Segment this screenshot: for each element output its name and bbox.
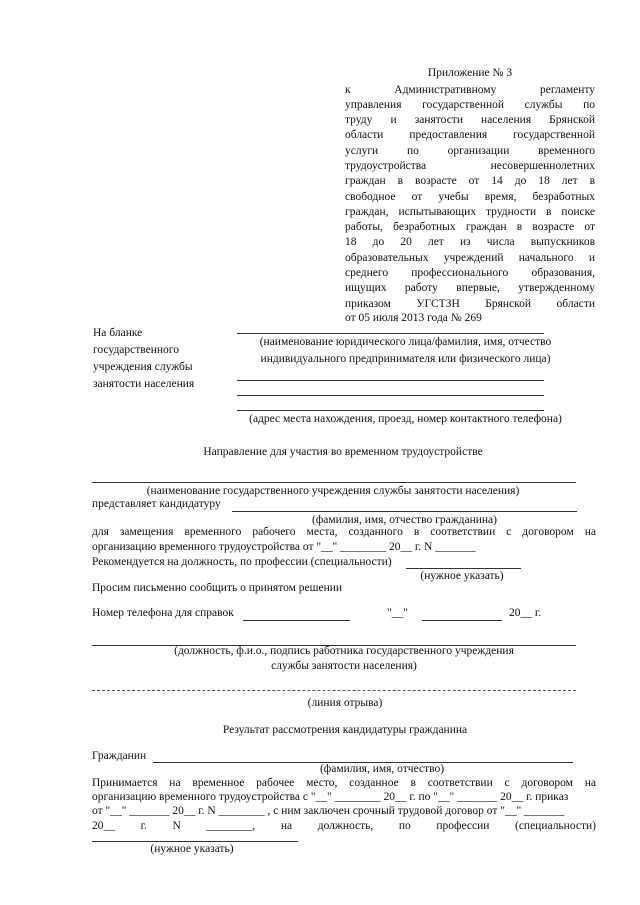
appendix-line: 18 до 20 лет из числа выпускников	[345, 236, 595, 249]
result-para-line-1: Принимается на временное рабочее место, созданное в соответствии с договором на	[92, 777, 596, 789]
referral-para-line-1: для замещения временного рабочего места, созданного в соответствии с договором на	[92, 526, 596, 538]
blank-note-line: занятости населения	[93, 378, 195, 390]
presents-label: представляет кандидатуру	[92, 498, 221, 510]
appendix-title: Приложение № 3	[427, 67, 513, 79]
profession-line[interactable]	[406, 568, 521, 569]
phone-line[interactable]	[243, 620, 350, 621]
appendix-line: среднего профессионального образования,	[345, 267, 595, 280]
referral-para-line-2: организацию временного трудоустройства от "__" ________ 20__ г. N _______	[92, 541, 476, 553]
appendix-line: ищущих работу впервые, утвержденному	[345, 282, 595, 295]
phone-date-year: 20__ г.	[509, 607, 542, 619]
appendix-line: трудоустройства несовершеннолетних	[345, 159, 595, 172]
result-para-line-2: организацию временного трудоустройства с "__" ________ 20__ г. по "__" _______ 20__ г. приказ	[92, 791, 569, 803]
result-para-line-3: от "__" _______ 20__ г. N ________ , с ним заключен срочный трудовой договор от "__" _______	[92, 805, 565, 817]
appendix-line: граждан, испытывающих трудности в поиске	[345, 205, 595, 218]
address-line-1[interactable]	[237, 380, 544, 381]
appendix-line: приказом УГСТЗН Брянской области	[345, 297, 595, 310]
appendix-line: образовательных учреждений начального и	[345, 251, 595, 264]
addressee-name-line[interactable]	[237, 333, 544, 334]
address-line-2[interactable]	[237, 395, 544, 396]
fio-caption: (фамилия, имя, отчество)	[319, 763, 445, 775]
appendix-line: услуги по организации временного	[345, 144, 595, 157]
blank-note-line: учреждения службы	[93, 361, 193, 373]
appendix-line: работы, безработных граждан в возрасте от	[345, 221, 595, 234]
phone-label: Номер телефона для справок	[92, 607, 234, 619]
appendix-line: управления государственной службы по	[345, 98, 595, 111]
candidate-line[interactable]	[232, 511, 577, 512]
address-line-3[interactable]	[237, 410, 544, 411]
indicate-caption-1: (нужное указать)	[420, 570, 504, 582]
result-profession-line[interactable]	[92, 841, 298, 842]
appendix-text	[345, 83, 595, 312]
request-text: Просим письменно сообщить о принятом решении	[92, 582, 343, 594]
tear-line	[92, 690, 576, 691]
institution-line[interactable]	[92, 482, 576, 483]
appendix-line: граждан в возрасте от 14 до 18 лет в	[345, 175, 595, 188]
citizen-label: Гражданин	[92, 750, 147, 762]
phone-date-quote: "__"	[387, 607, 408, 619]
signature-caption-2: службы занятости населения)	[271, 660, 417, 672]
tear-line-caption: (линия отрыва)	[307, 697, 383, 709]
referral-title: Направление для участия во временном трудоустройстве	[203, 446, 483, 458]
address-caption: (адрес места нахождения, проезд, номер контактного телефона)	[249, 413, 562, 425]
result-title: Результат рассмотрения кандидатуры гражданина	[222, 724, 468, 736]
appendix-last-line: от 05 июля 2013 года № 269	[345, 312, 482, 324]
result-para-line-4: 20__ г. N ________, на должность, по профессии (специальности)	[92, 820, 596, 832]
indicate-caption-2: (нужное указать)	[150, 843, 234, 855]
blank-note-line: На бланке	[93, 327, 143, 339]
appendix-line: области предоставления государственной	[345, 129, 595, 142]
appendix-line: труду и занятости населения Брянской	[345, 114, 595, 127]
blank-note	[93, 325, 223, 393]
phone-date-month-line[interactable]	[422, 620, 502, 621]
addressee-caption-2: индивидуального предпринимателя или физического лица)	[260, 353, 551, 365]
institution-caption: (наименование государственного учреждения службы занятости населения)	[146, 485, 520, 497]
blank-note-line: государственного	[93, 344, 179, 356]
recommended-label: Рекомендуется на должность, по профессии (специальности)	[92, 556, 392, 568]
appendix-line: свободное от учебы время, безработных	[345, 190, 595, 203]
signature-caption-1: (должность, ф.и.о., подпись работника государственного учреждения	[174, 645, 514, 657]
citizen-caption: (фамилия, имя, отчество гражданина)	[312, 514, 497, 526]
addressee-caption-1: (наименование юридического лица/фамилия, имя, отчество	[259, 336, 552, 348]
appendix-line: к Административному регламенту	[345, 83, 595, 96]
